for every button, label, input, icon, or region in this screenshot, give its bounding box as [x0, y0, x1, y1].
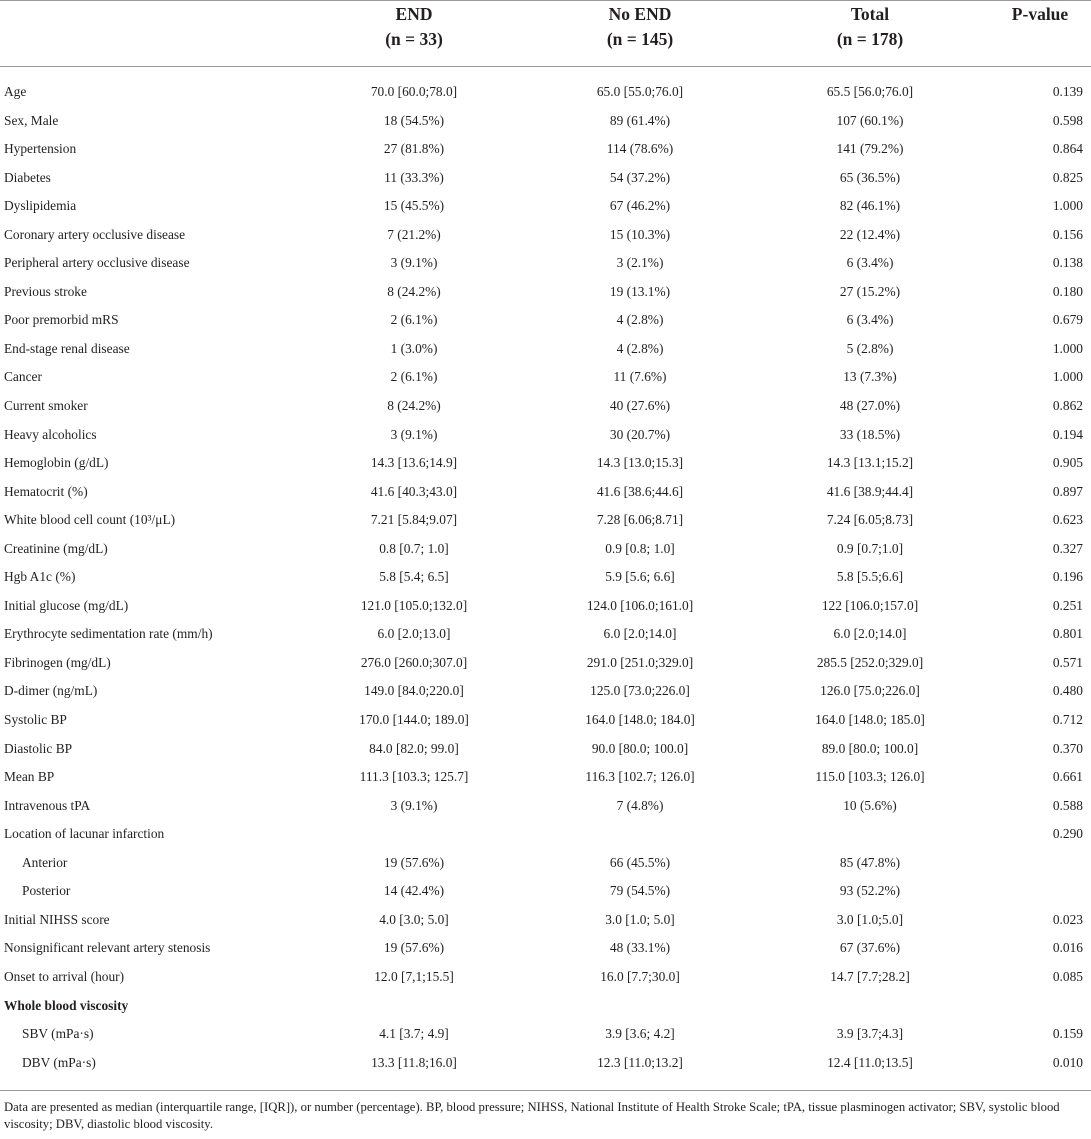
cell-total: 5 (2.8%) — [846, 340, 894, 356]
cell-total: 13 (7.3%) — [843, 369, 897, 385]
cell-end: 13.3 [11.8;16.0] — [371, 1054, 457, 1070]
cell-p-value: 0.588 — [1052, 797, 1083, 813]
header-end-n: (n = 33) — [385, 29, 443, 49]
cell-no-end: 79 (54.5%) — [609, 883, 671, 899]
cell-end: 5.8 [5.4; 6.5] — [379, 569, 449, 585]
table-row — [0, 763, 1091, 792]
table-row — [0, 592, 1091, 621]
cell-total: 10 (5.6%) — [843, 797, 897, 813]
cell-p-value: 0.139 — [1052, 84, 1083, 99]
cell-no-end: 164.0 [148.0; 184.0] — [585, 712, 695, 728]
cell-no-end: 116.3 [102.7; 126.0] — [585, 769, 695, 785]
row-label: Coronary artery occlusive disease — [4, 226, 186, 242]
cell-end: 111.3 [103.3; 125.7] — [359, 769, 469, 785]
table-row — [0, 221, 1091, 250]
cell-end: 41.6 [40.3;43.0] — [370, 483, 458, 499]
header-end — [300, 0, 528, 66]
row-label: Initial glucose (mg/dL) — [4, 597, 129, 613]
cell-no-end: 3.0 [1.0; 5.0] — [605, 911, 675, 927]
cell-total: 107 (60.1%) — [836, 112, 904, 128]
header-no-end-n: (n = 145) — [606, 29, 674, 49]
cell-total: 65.5 [56.0;76.0] — [826, 84, 914, 99]
cell-no-end: 3 (2.1%) — [616, 255, 664, 271]
row-label: White blood cell count (10³/μL) — [4, 512, 176, 528]
header-total-name: Total — [850, 4, 890, 24]
cell-no-end: 16.0 [7.7;30.0] — [600, 968, 680, 984]
cell-no-end: 54 (37.2%) — [609, 169, 671, 185]
table-row — [0, 906, 1091, 935]
cell-total: 3.9 [3.7;4.3] — [836, 1026, 904, 1042]
cell-p-value: 0.862 — [1052, 398, 1083, 414]
cell-end: 8 (24.2%) — [387, 283, 441, 299]
header-no-end-name: No END — [608, 4, 672, 24]
cell-total: 115.0 [103.3; 126.0] — [815, 769, 925, 785]
cell-no-end: 15 (10.3%) — [609, 226, 671, 242]
row-label: Nonsignificant relevant artery stenosis — [4, 940, 211, 956]
row-label: Current smoker — [4, 398, 88, 414]
row-label: Fibrinogen (mg/dL) — [4, 654, 111, 670]
table-bottom-rule — [0, 1090, 1091, 1091]
table-row — [0, 363, 1091, 392]
cell-total: 0.9 [0.7;1.0] — [836, 540, 904, 556]
row-label: Anterior — [22, 854, 68, 870]
cell-total: 122 [106.0;157.0] — [821, 597, 919, 613]
cell-end: 2 (6.1%) — [390, 369, 438, 385]
cell-total: 141 (79.2%) — [836, 141, 904, 157]
row-label: Location of lacunar infarction — [4, 826, 165, 842]
cell-total: 164.0 [148.0; 185.0] — [815, 712, 925, 728]
table-row — [0, 306, 1091, 335]
table-row — [0, 963, 1091, 992]
cell-end: 121.0 [105.0;132.0] — [360, 597, 468, 613]
cell-p-value: 0.085 — [1052, 968, 1083, 984]
cell-no-end: 291.0 [251.0;329.0] — [586, 654, 694, 670]
cell-total: 82 (46.1%) — [839, 198, 901, 214]
row-label: Hgb A1c (%) — [4, 569, 76, 585]
row-label: Peripheral artery occlusive disease — [4, 255, 190, 271]
cell-total: 33 (18.5%) — [839, 426, 901, 442]
cell-end: 4.1 [3.7; 4.9] — [379, 1026, 449, 1042]
cell-end: 27 (81.8%) — [383, 141, 445, 157]
cell-end: 6.0 [2.0;13.0] — [377, 626, 451, 642]
cell-p-value: 0.023 — [1052, 911, 1083, 927]
cell-p-value: 0.598 — [1052, 112, 1083, 128]
table-row — [0, 1020, 1091, 1049]
cell-end: 4.0 [3.0; 5.0] — [379, 911, 449, 927]
cell-no-end: 124.0 [106.0;161.0] — [586, 597, 694, 613]
cell-no-end: 125.0 [73.0;226.0] — [590, 683, 690, 699]
table-row — [0, 449, 1091, 478]
cell-total: 48 (27.0%) — [839, 398, 901, 414]
table-row — [0, 820, 1091, 849]
cell-no-end: 12.3 [11.0;13.2] — [597, 1054, 683, 1070]
cell-total: 285.5 [252.0;329.0] — [816, 654, 924, 670]
section-row — [0, 992, 1091, 1021]
table-body — [0, 78, 1091, 1077]
table-row — [0, 706, 1091, 735]
cell-total: 3.0 [1.0;5.0] — [836, 911, 904, 927]
cell-total: 14.7 [7.7;28.2] — [830, 968, 910, 984]
row-label: Whole blood viscosity — [4, 997, 129, 1013]
cell-p-value: 0.327 — [1052, 540, 1083, 556]
cell-no-end: 11 (7.6%) — [613, 369, 667, 385]
table-row — [0, 934, 1091, 963]
table-row — [0, 677, 1091, 706]
cell-total: 6.0 [2.0;14.0] — [833, 626, 907, 642]
cell-p-value: 0.010 — [1052, 1054, 1083, 1070]
cell-no-end: 0.9 [0.8; 1.0] — [605, 540, 675, 556]
cell-p-value: 0.712 — [1052, 712, 1083, 728]
cell-end: 70.0 [60.0;78.0] — [370, 84, 458, 99]
row-label: Systolic BP — [4, 712, 67, 728]
cell-no-end: 67 (46.2%) — [609, 198, 671, 214]
row-label: DBV (mPa·s) — [22, 1054, 96, 1070]
table-row — [0, 535, 1091, 564]
cell-p-value: 0.016 — [1052, 940, 1083, 956]
cell-p-value: 0.661 — [1052, 769, 1083, 785]
cell-end: 3 (9.1%) — [390, 797, 438, 813]
cell-p-value: 0.196 — [1052, 569, 1083, 585]
cell-no-end: 90.0 [80.0; 100.0] — [591, 740, 689, 756]
cell-total: 5.8 [5.5;6.6] — [836, 569, 904, 585]
row-label: Poor premorbid mRS — [4, 312, 119, 328]
row-label: Onset to arrival (hour) — [4, 968, 125, 984]
table-row — [0, 649, 1091, 678]
cell-p-value: 1.000 — [1052, 198, 1083, 214]
cell-end: 12.0 [7,1;15.5] — [374, 968, 454, 984]
row-label: Previous stroke — [4, 283, 87, 299]
table-row — [0, 849, 1091, 878]
cell-end: 7 (21.2%) — [387, 226, 441, 242]
header-rule — [0, 66, 1091, 67]
header-p-value — [990, 0, 1090, 66]
table-row — [0, 421, 1091, 450]
header-p-value-label: P-value — [1011, 4, 1069, 24]
row-label: Posterior — [22, 883, 71, 899]
cell-no-end: 40 (27.6%) — [609, 398, 671, 414]
cell-end: 18 (54.5%) — [383, 112, 445, 128]
cell-total: 126.0 [75.0;226.0] — [820, 683, 920, 699]
cell-total: 7.24 [6.05;8.73] — [826, 512, 914, 528]
cell-p-value: 0.194 — [1052, 426, 1083, 442]
row-label: Initial NIHSS score — [4, 911, 110, 927]
cell-total: 65 (36.5%) — [839, 169, 901, 185]
cell-no-end: 4 (2.8%) — [616, 340, 664, 356]
table-row — [0, 735, 1091, 764]
cell-no-end: 7.28 [6.06;8.71] — [596, 512, 684, 528]
cell-end: 276.0 [260.0;307.0] — [360, 654, 468, 670]
header-total-n: (n = 178) — [836, 29, 904, 49]
cell-end: 7.21 [5.84;9.07] — [370, 512, 458, 528]
cell-total: 6 (3.4%) — [846, 255, 894, 271]
cell-end: 170.0 [144.0; 189.0] — [359, 712, 469, 728]
cell-total: 85 (47.8%) — [839, 854, 901, 870]
cell-total: 41.6 [38.9;44.4] — [826, 483, 914, 499]
row-label: Hematocrit (%) — [4, 483, 88, 499]
row-label: Heavy alcoholics — [4, 426, 97, 442]
cell-p-value: 0.571 — [1052, 654, 1083, 670]
header-end-name: END — [395, 4, 433, 24]
cell-end: 3 (9.1%) — [390, 255, 438, 271]
table-row — [0, 506, 1091, 535]
row-label: Age — [4, 84, 27, 99]
table-row — [0, 192, 1091, 221]
cell-p-value: 0.370 — [1052, 740, 1083, 756]
cell-total: 27 (15.2%) — [839, 283, 901, 299]
cell-end: 149.0 [84.0;220.0] — [364, 683, 464, 699]
row-label: SBV (mPa·s) — [22, 1026, 94, 1042]
table-row — [0, 563, 1091, 592]
cell-p-value: 1.000 — [1052, 369, 1083, 385]
cell-end: 14.3 [13.6;14.9] — [370, 455, 458, 471]
cell-no-end: 6.0 [2.0;14.0] — [603, 626, 677, 642]
cell-end: 0.8 [0.7; 1.0] — [379, 540, 449, 556]
cell-p-value: 0.623 — [1052, 512, 1083, 528]
row-label: End-stage renal disease — [4, 340, 130, 356]
cell-no-end: 4 (2.8%) — [616, 312, 664, 328]
cell-p-value: 0.138 — [1052, 255, 1083, 271]
table-row — [0, 877, 1091, 906]
cell-no-end: 5.9 [5.6; 6.6] — [605, 569, 675, 585]
cell-p-value: 0.905 — [1052, 455, 1083, 471]
row-label: Diabetes — [4, 169, 51, 185]
cell-no-end: 114 (78.6%) — [606, 141, 674, 157]
table-row — [0, 249, 1091, 278]
cell-end: 8 (24.2%) — [387, 398, 441, 414]
table-row — [0, 620, 1091, 649]
table-row — [0, 792, 1091, 821]
row-label: Creatinine (mg/dL) — [4, 540, 108, 556]
cell-p-value: 0.801 — [1052, 626, 1083, 642]
cell-p-value: 0.251 — [1052, 597, 1083, 613]
cell-end: 2 (6.1%) — [390, 312, 438, 328]
row-label: Diastolic BP — [4, 740, 73, 756]
cell-end: 3 (9.1%) — [390, 426, 438, 442]
table-footnote: Data are presented as median (interquartile range, [IQR]), or number (percentage). BP, blood pressure; NIHSS, National Institute of Health Stroke Scale; tPA, tissue plasminogen activator; SBV, systolic blood viscosity; DBV, diastolic blood viscosity. — [4, 1100, 1060, 1131]
cell-total: 14.3 [13.1;15.2] — [826, 455, 914, 471]
table-row — [0, 278, 1091, 307]
cell-p-value: 0.864 — [1052, 141, 1083, 157]
cell-end: 11 (33.3%) — [384, 169, 444, 185]
table-row — [0, 478, 1091, 507]
table-row — [0, 335, 1091, 364]
header-no-end — [526, 0, 754, 66]
row-label: Cancer — [4, 369, 42, 385]
cell-p-value: 0.679 — [1052, 312, 1083, 328]
cell-p-value: 0.290 — [1052, 826, 1083, 842]
cell-no-end: 30 (20.7%) — [609, 426, 671, 442]
table-row — [0, 164, 1091, 193]
cell-no-end: 41.6 [38.6;44.6] — [596, 483, 684, 499]
cell-no-end: 65.0 [55.0;76.0] — [596, 84, 684, 99]
row-label: Dyslipidemia — [4, 198, 77, 214]
cell-p-value: 0.480 — [1052, 683, 1083, 699]
table-row — [0, 107, 1091, 136]
cell-total: 93 (52.2%) — [839, 883, 901, 899]
cell-no-end: 89 (61.4%) — [609, 112, 671, 128]
cell-no-end: 48 (33.1%) — [609, 940, 671, 956]
cell-no-end: 19 (13.1%) — [609, 283, 671, 299]
cell-end: 14 (42.4%) — [383, 883, 445, 899]
cell-end: 19 (57.6%) — [383, 854, 445, 870]
row-label: Sex, Male — [4, 112, 59, 128]
table-row — [0, 392, 1091, 421]
table-row — [0, 135, 1091, 164]
row-label: D-dimer (ng/mL) — [4, 683, 98, 699]
cell-p-value: 0.156 — [1052, 226, 1083, 242]
cell-no-end: 3.9 [3.6; 4.2] — [605, 1026, 675, 1042]
row-label: Erythrocyte sedimentation rate (mm/h) — [4, 626, 213, 642]
cell-total: 89.0 [80.0; 100.0] — [821, 740, 919, 756]
cell-total: 67 (37.6%) — [839, 940, 901, 956]
row-label: Hypertension — [4, 141, 77, 157]
cell-end: 1 (3.0%) — [390, 340, 438, 356]
cell-no-end: 66 (45.5%) — [609, 854, 671, 870]
cell-end: 84.0 [82.0; 99.0] — [369, 740, 459, 756]
cell-total: 6 (3.4%) — [846, 312, 894, 328]
cell-no-end: 7 (4.8%) — [616, 797, 664, 813]
header-total — [756, 0, 984, 66]
row-label: Mean BP — [4, 769, 55, 785]
row-label: Hemoglobin (g/dL) — [4, 455, 109, 471]
cell-end: 15 (45.5%) — [383, 198, 445, 214]
cell-p-value: 0.897 — [1052, 483, 1083, 499]
cell-p-value: 0.180 — [1052, 283, 1083, 299]
cell-no-end: 14.3 [13.0;15.3] — [596, 455, 684, 471]
cell-p-value: 0.825 — [1052, 169, 1083, 185]
cell-end: 19 (57.6%) — [383, 940, 445, 956]
row-label: Intravenous tPA — [4, 797, 91, 813]
cell-total: 22 (12.4%) — [839, 226, 901, 242]
cell-p-value: 1.000 — [1052, 340, 1083, 356]
cell-total: 12.4 [11.0;13.5] — [827, 1054, 913, 1070]
table-row — [0, 78, 1091, 107]
cell-p-value: 0.159 — [1052, 1026, 1083, 1042]
table-row — [0, 1049, 1091, 1078]
